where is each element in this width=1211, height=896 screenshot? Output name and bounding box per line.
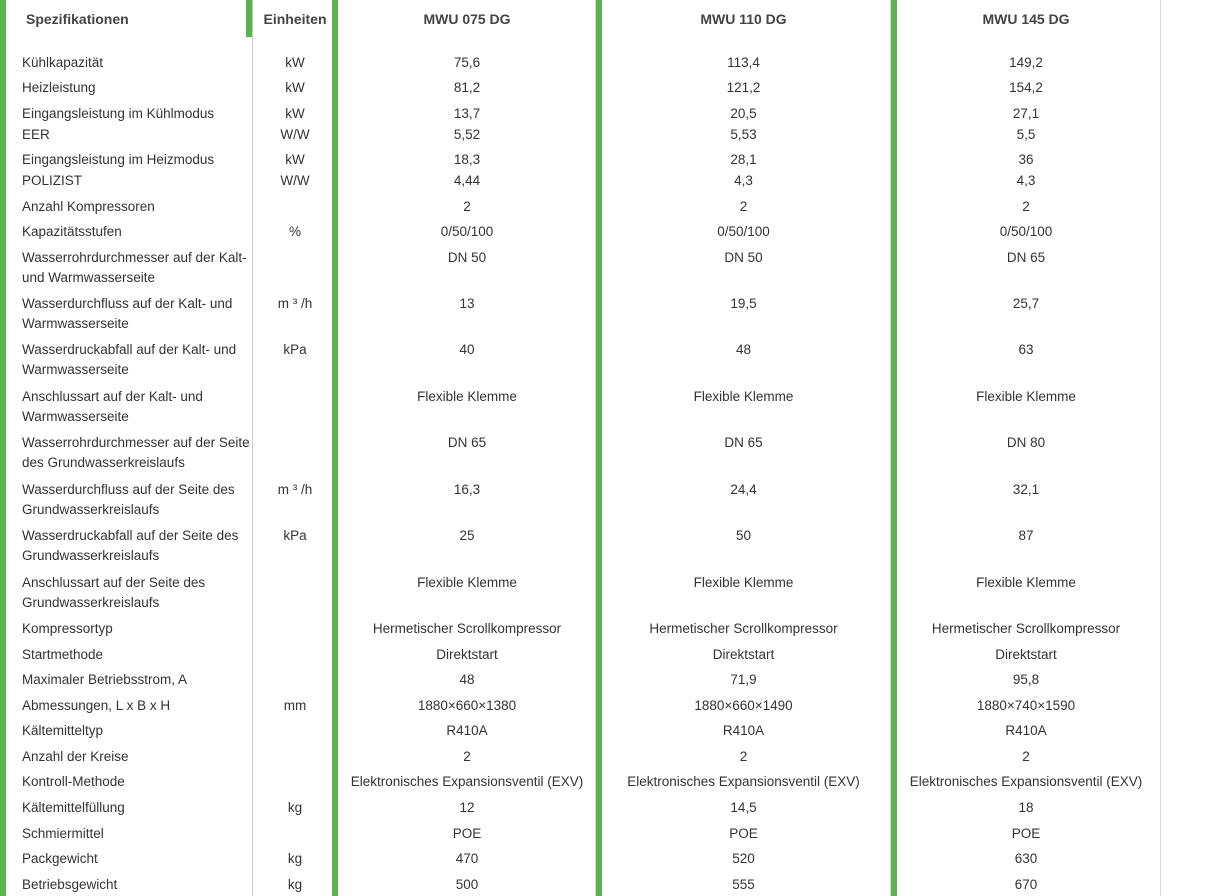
row-value: 0/50/100	[440, 224, 494, 239]
row-value: 113,4	[727, 55, 760, 70]
row-value: 14,5	[730, 800, 757, 815]
row-spec: Abmessungen, L x B x H	[22, 698, 171, 713]
row-value: 32,1	[1012, 482, 1040, 497]
row-value: 4,44	[453, 173, 481, 188]
row-value: 2	[739, 749, 748, 764]
row-value: 19,5	[730, 296, 757, 311]
row-value: 25,7	[1012, 296, 1040, 311]
row-value: 13,7	[453, 106, 481, 121]
row-unit: m ³ /h	[277, 482, 313, 497]
row-value: 630	[1014, 851, 1038, 866]
row-value: 520	[732, 851, 755, 866]
row-value: Flexible Klemme	[417, 389, 517, 404]
row-spec: Kältemittelfüllung	[22, 800, 125, 815]
row-value: 95,8	[1012, 672, 1040, 687]
row-value: 71,9	[730, 672, 757, 687]
row-unit: kPa	[283, 528, 307, 543]
row-spec: EER	[22, 127, 50, 142]
row-value: 87	[1018, 528, 1034, 543]
row-value: 81,2	[453, 80, 481, 95]
row-value: 154,2	[1009, 80, 1043, 95]
row-spec: Maximaler Betriebsstrom, A	[22, 672, 188, 687]
row-value: Hermetischer Scrollkompressor	[649, 621, 838, 636]
row-value: 18,3	[453, 152, 481, 167]
row-value: 470	[455, 851, 479, 866]
row-value: 2	[463, 749, 471, 764]
row-value: 25	[459, 528, 475, 543]
row-value: 149,2	[1009, 55, 1043, 70]
row-unit: kW	[285, 55, 305, 70]
row-spec: Wasserdruckabfall auf der Seite des Grundwasserkreislaufs	[22, 528, 239, 563]
row-value: Flexible Klemme	[693, 389, 794, 404]
row-value: DN 50	[724, 250, 763, 265]
row-value: DN 50	[447, 250, 487, 265]
row-spec: Wasserrohrdurchmesser auf der Seite des Grundwasserkreislaufs	[22, 435, 250, 470]
row-spec: Wasserdurchfluss auf der Kalt- und Warmwasserseite	[22, 296, 233, 331]
row-spec: Heizleistung	[22, 80, 96, 95]
row-value: 500	[455, 877, 479, 892]
row-spec: Wasserdurchfluss auf der Seite des Grundwasserkreislaufs	[22, 482, 235, 517]
row-value: 1880×740×1590	[976, 698, 1076, 713]
row-value: Flexible Klemme	[417, 575, 517, 590]
row-value: 1880×660×1490	[694, 698, 793, 713]
row-value: R410A	[446, 723, 488, 738]
row-value: Flexible Klemme	[693, 575, 794, 590]
row-value: Elektronisches Expansionsventil (EXV)	[350, 774, 584, 789]
row-value: 0/50/100	[999, 224, 1053, 239]
row-value: POE	[452, 826, 482, 841]
row-value: 2	[1022, 749, 1030, 764]
row-value: 16,3	[453, 482, 481, 497]
row-value: Flexible Klemme	[976, 575, 1076, 590]
row-value: 1880×660×1380	[417, 698, 517, 713]
row-value: DN 65	[724, 435, 763, 450]
row-value: 28,1	[730, 152, 757, 167]
row-spec: Wasserdruckabfall auf der Kalt- und Warmwasserseite	[22, 342, 237, 377]
row-unit: kg	[287, 800, 303, 815]
row-value: 2	[739, 199, 748, 214]
row-unit: kg	[287, 877, 303, 892]
row-spec: Schmiermittel	[22, 826, 104, 841]
row-spec: Startmethode	[22, 647, 104, 662]
row-value: R410A	[1005, 723, 1047, 738]
row-spec: Eingangsleistung im Heizmodus	[22, 152, 215, 167]
row-spec: POLIZIST	[22, 173, 83, 188]
row-spec: Kompressortyp	[22, 621, 113, 636]
row-unit: %	[288, 224, 301, 239]
row-value: 4,3	[734, 173, 753, 188]
row-value: 50	[735, 528, 752, 543]
header-spec: Spezifikationen	[0, 0, 252, 37]
row-value: 555	[732, 877, 755, 892]
row-unit: W/W	[280, 173, 310, 188]
row-value: DN 65	[1006, 250, 1046, 265]
row-value: POE	[729, 826, 758, 841]
row-value: 12	[459, 800, 475, 815]
row-value: 18	[1018, 800, 1034, 815]
header-model-2: MWU 110 DG	[700, 10, 787, 27]
row-value: 5,52	[453, 127, 481, 142]
header-model-3: MWU 145 DG	[982, 10, 1070, 27]
row-value: 24,4	[730, 482, 757, 497]
row-value: Hermetischer Scrollkompressor	[931, 621, 1121, 636]
row-value: 2	[463, 199, 471, 214]
row-spec: Kontroll-Methode	[22, 774, 125, 789]
row-value: 40	[459, 342, 475, 357]
row-unit: kPa	[283, 342, 307, 357]
row-spec: Kältemitteltyp	[22, 723, 104, 738]
row-value: 121,2	[726, 80, 761, 95]
row-spec: Kapazitätsstufen	[22, 224, 122, 239]
row-value: 48	[735, 342, 752, 357]
row-value: Direktstart	[712, 647, 775, 662]
row-unit: mm	[283, 698, 307, 713]
row-value: 63	[1018, 342, 1034, 357]
row-spec: Betriebsgewicht	[22, 877, 118, 892]
header-unit: Einheiten	[263, 10, 327, 27]
row-spec: Wasserrohrdurchmesser auf der Kalt- und Warmwasserseite	[22, 250, 247, 285]
row-spec: Anzahl der Kreise	[22, 749, 129, 764]
row-value: 20,5	[730, 106, 757, 121]
row-value: Elektronisches Expansionsventil (EXV)	[909, 774, 1143, 789]
header-model-1: MWU 075 DG	[423, 10, 511, 27]
row-spec: Packgewicht	[22, 851, 98, 866]
row-spec: Anzahl Kompressoren	[22, 199, 155, 214]
row-value: 75,6	[453, 55, 481, 70]
row-value: 48	[459, 672, 475, 687]
row-value: Hermetischer Scrollkompressor	[372, 621, 562, 636]
row-value: 5,5	[1016, 127, 1036, 142]
row-spec: Kühlkapazität	[22, 55, 104, 70]
row-unit: kW	[285, 152, 305, 167]
row-value: Direktstart	[995, 647, 1057, 662]
row-unit: kW	[285, 106, 305, 121]
row-value: 27,1	[1012, 106, 1040, 121]
row-value: R410A	[722, 723, 765, 738]
row-unit: m ³ /h	[277, 296, 313, 311]
row-unit: kg	[287, 851, 303, 866]
row-unit: kW	[285, 80, 305, 95]
row-value: Elektronisches Expansionsventil (EXV)	[627, 774, 860, 789]
row-value: 0/50/100	[717, 224, 770, 239]
row-value: DN 80	[1006, 435, 1046, 450]
row-value: Flexible Klemme	[976, 389, 1076, 404]
row-value: 670	[1014, 877, 1038, 892]
row-spec: Eingangsleistung im Kühlmodus	[22, 106, 215, 121]
row-spec: Anschlussart auf der Kalt- und Warmwasserseite	[22, 389, 203, 424]
row-value: 13	[459, 296, 475, 311]
row-value: 5,53	[730, 127, 757, 142]
row-value: DN 65	[447, 435, 487, 450]
row-value: POE	[1011, 826, 1041, 841]
row-value: 36	[1018, 152, 1034, 167]
row-value: 2	[1022, 199, 1030, 214]
row-value: 4,3	[1016, 173, 1036, 188]
row-spec: Anschlussart auf der Seite des Grundwasserkreislaufs	[22, 575, 206, 610]
row-unit: W/W	[280, 127, 310, 142]
row-value: Direktstart	[436, 647, 498, 662]
